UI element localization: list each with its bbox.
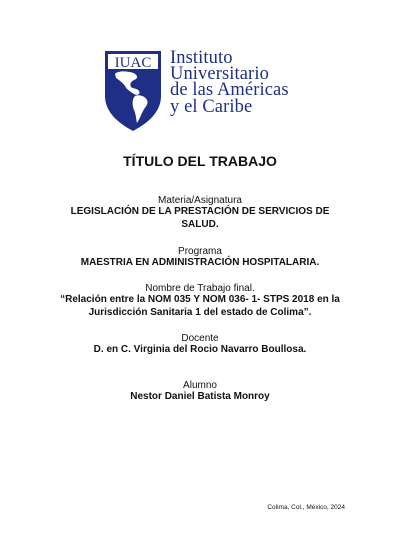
program-label: Programa (178, 246, 222, 257)
student-value: Nestor Daniel Batista Monroy (130, 391, 270, 402)
institution-name-line: Instituto (170, 48, 233, 68)
logo-acronym: IUAC (114, 55, 152, 71)
work-label: Nombre de Trabajo final. (145, 283, 255, 294)
program-value: MAESTRIA EN ADMINISTRACIÓN HOSPITALARIA. (80, 257, 320, 268)
institution-name-line: y el Caribe (170, 96, 253, 117)
document-title: TÍTULO DEL TRABAJO (123, 153, 277, 169)
teacher-label: Docente (181, 333, 219, 344)
place-date: Colima, Col., México, 2024 (267, 504, 345, 511)
work-section (0, 283, 400, 319)
subject-value-line: LEGISLACIÓN DE LA PRESTACIÓN DE SERVICIOS DE (70, 206, 330, 217)
subject-value-line: SALUD. (181, 218, 219, 230)
student-section (0, 380, 400, 404)
student-label: Alumno (183, 380, 217, 391)
subject-section (0, 195, 400, 231)
program-section (0, 246, 400, 270)
work-value-line: Jurisdicción Sanitaria 1 del estado de Colima”. (88, 306, 312, 318)
teacher-section (0, 333, 400, 357)
institution-name (170, 48, 289, 117)
work-value-line: “Relación entre la NOM 035 Y NOM 036- 1- STPS 2018 en la (60, 294, 340, 305)
institution-name-line: Universitario (170, 64, 269, 85)
institution-logo (103, 50, 303, 132)
subject-label: Materia/Asignatura (158, 195, 242, 206)
teacher-value: D. en C. Virginia del Rocio Navarro Boullosa. (93, 344, 307, 355)
institution-name-line: de las Américas (170, 80, 289, 101)
shield-icon (103, 50, 163, 132)
